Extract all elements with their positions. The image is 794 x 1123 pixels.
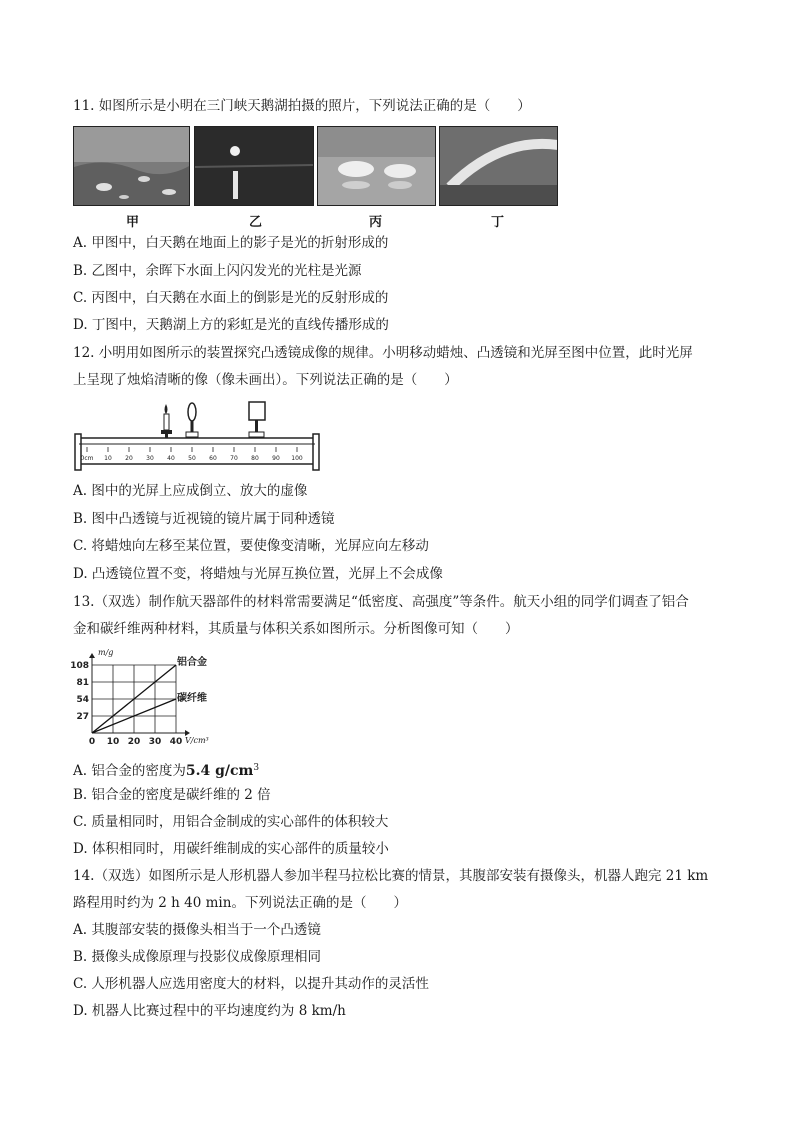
ruler-label-90: 90 xyxy=(272,455,280,462)
q11-option-b: B. 乙图中，余晖下水面上闪闪发光的光柱是光源 xyxy=(73,263,362,279)
ruler-label-70: 70 xyxy=(230,455,238,462)
photo-jia xyxy=(73,126,190,206)
photo-bing xyxy=(317,126,436,206)
y-tick-label-108: 108 xyxy=(70,661,89,671)
ruler-label-60: 60 xyxy=(209,455,217,462)
q13-option-b: B. 铝合金的密度是碳纤维的 2 倍 xyxy=(73,787,271,803)
x-axis-label: V/cm³ xyxy=(185,736,209,745)
photo-jia-image xyxy=(74,127,190,206)
q11-option-a: A. 甲图中，白天鹅在地面上的影子是光的折射形成的 xyxy=(73,235,389,251)
photo-bing-image xyxy=(318,127,436,206)
y-tick-label-27: 27 xyxy=(76,712,89,722)
q12-option-d: D. 凸透镜位置不变，将蜡烛与光屏互换位置，光屏上不会成像 xyxy=(73,566,443,582)
photo-ding-image xyxy=(440,127,558,206)
q12-option-a: A. 图中的光屏上应成倒立、放大的虚像 xyxy=(73,483,308,499)
q12-option-b: B. 图中凸透镜与近视镜的镜片属于同种透镜 xyxy=(73,511,335,527)
x-tick-label-30: 30 xyxy=(148,737,162,747)
q11-option-c: C. 丙图中，白天鹅在水面上的倒影是光的反射形成的 xyxy=(73,290,389,306)
ruler-label-40: 40 xyxy=(167,455,175,462)
photo-yi-image xyxy=(195,127,314,206)
q13-stem-line2: 金和碳纤维两种材料，其质量与体积关系如图所示。分析图像可知（ ） xyxy=(73,621,519,637)
series-label-carbon-fiber: 碳纤维 xyxy=(177,693,207,704)
light-screen-icon xyxy=(249,402,265,437)
photo-ding xyxy=(439,126,558,206)
photo-yi xyxy=(194,126,314,206)
x-tick-label-10: 10 xyxy=(106,737,120,747)
q13-stem-line1: 13.（双选）制作航天器部件的材料常需要满足“低密度、高强度”等条件。航天小组的同学们调查了铝合 xyxy=(73,594,689,610)
mass-volume-chart xyxy=(70,644,250,748)
q13-option-a xyxy=(73,759,259,780)
y-axis-label: m/g xyxy=(98,648,114,657)
optical-bench-figure xyxy=(73,400,323,476)
q14-stem-line2: 路程用时约为 2 h 40 min。下列说法正确的是（ ） xyxy=(73,895,407,911)
q13-option-c: C. 质量相同时，用铝合金制成的实心部件的体积较大 xyxy=(73,814,389,830)
convex-lens-icon xyxy=(186,403,198,437)
caption-jia: 甲 xyxy=(126,215,140,230)
y-tick-label-54: 54 xyxy=(76,695,89,705)
q14-stem-line1: 14.（双选）如图所示是人形机器人参加半程马拉松比赛的情景，其腹部安装有摄像头，机器人跑完 21 km xyxy=(73,868,709,884)
q13-option-a-prefix: A. 铝合金的密度为 xyxy=(73,763,186,779)
x-tick-label-40: 40 xyxy=(169,737,183,747)
caption-ding: 丁 xyxy=(491,215,505,230)
q12-stem-line2: 上呈现了烛焰清晰的像（像未画出）。下列说法正确的是（ ） xyxy=(73,372,458,388)
caption-bing: 丙 xyxy=(369,215,383,230)
q14-option-a: A. 其腹部安装的摄像头相当于一个凸透镜 xyxy=(73,922,321,938)
q13-option-a-sup: 3 xyxy=(253,763,260,773)
series-label-aluminum: 铝合金 xyxy=(177,657,207,668)
y-tick-label-81: 81 xyxy=(76,678,89,688)
candle-icon xyxy=(161,404,172,438)
caption-yi: 乙 xyxy=(249,215,263,230)
q12-stem-line1: 12. 小明用如图所示的装置探究凸透镜成像的规律。小明移动蜡烛、凸透镜和光屏至图中位置，此时光屏 xyxy=(73,345,693,361)
ruler-label-20: 20 xyxy=(125,455,133,462)
q13-option-d: D. 体积相同时，用碳纤维制成的实心部件的质量较小 xyxy=(73,841,389,857)
q11-option-d: D. 丁图中，天鹅湖上方的彩虹是光的直线传播形成的 xyxy=(73,317,389,333)
y-axis-arrow xyxy=(89,653,95,658)
q14-option-c: C. 人形机器人应选用密度大的材料，以提升其动作的灵活性 xyxy=(73,976,429,992)
q14-option-b: B. 摄像头成像原理与投影仪成像原理相同 xyxy=(73,949,322,965)
q14-option-d: D. 机器人比赛过程中的平均速度约为 8 km/h xyxy=(73,1003,346,1019)
q13-option-a-value: 5.4 g/cm xyxy=(185,763,254,779)
ruler-label-100: 100 xyxy=(291,455,303,462)
x-tick-label-0: 0 xyxy=(88,737,96,747)
q11-stem: 11. 如图所示是小明在三门峡天鹅湖拍摄的照片，下列说法正确的是（ ） xyxy=(73,98,531,114)
ruler-label-10: 10 xyxy=(104,455,112,462)
x-tick-label-20: 20 xyxy=(127,737,141,747)
q12-option-c: C. 将蜡烛向左移至某位置，要使像变清晰，光屏应向左移动 xyxy=(73,538,429,554)
ruler-label-80: 80 xyxy=(251,455,259,462)
ruler-label-50: 50 xyxy=(188,455,196,462)
ruler-label-0: 0cm xyxy=(80,455,94,462)
ruler-label-30: 30 xyxy=(146,455,154,462)
